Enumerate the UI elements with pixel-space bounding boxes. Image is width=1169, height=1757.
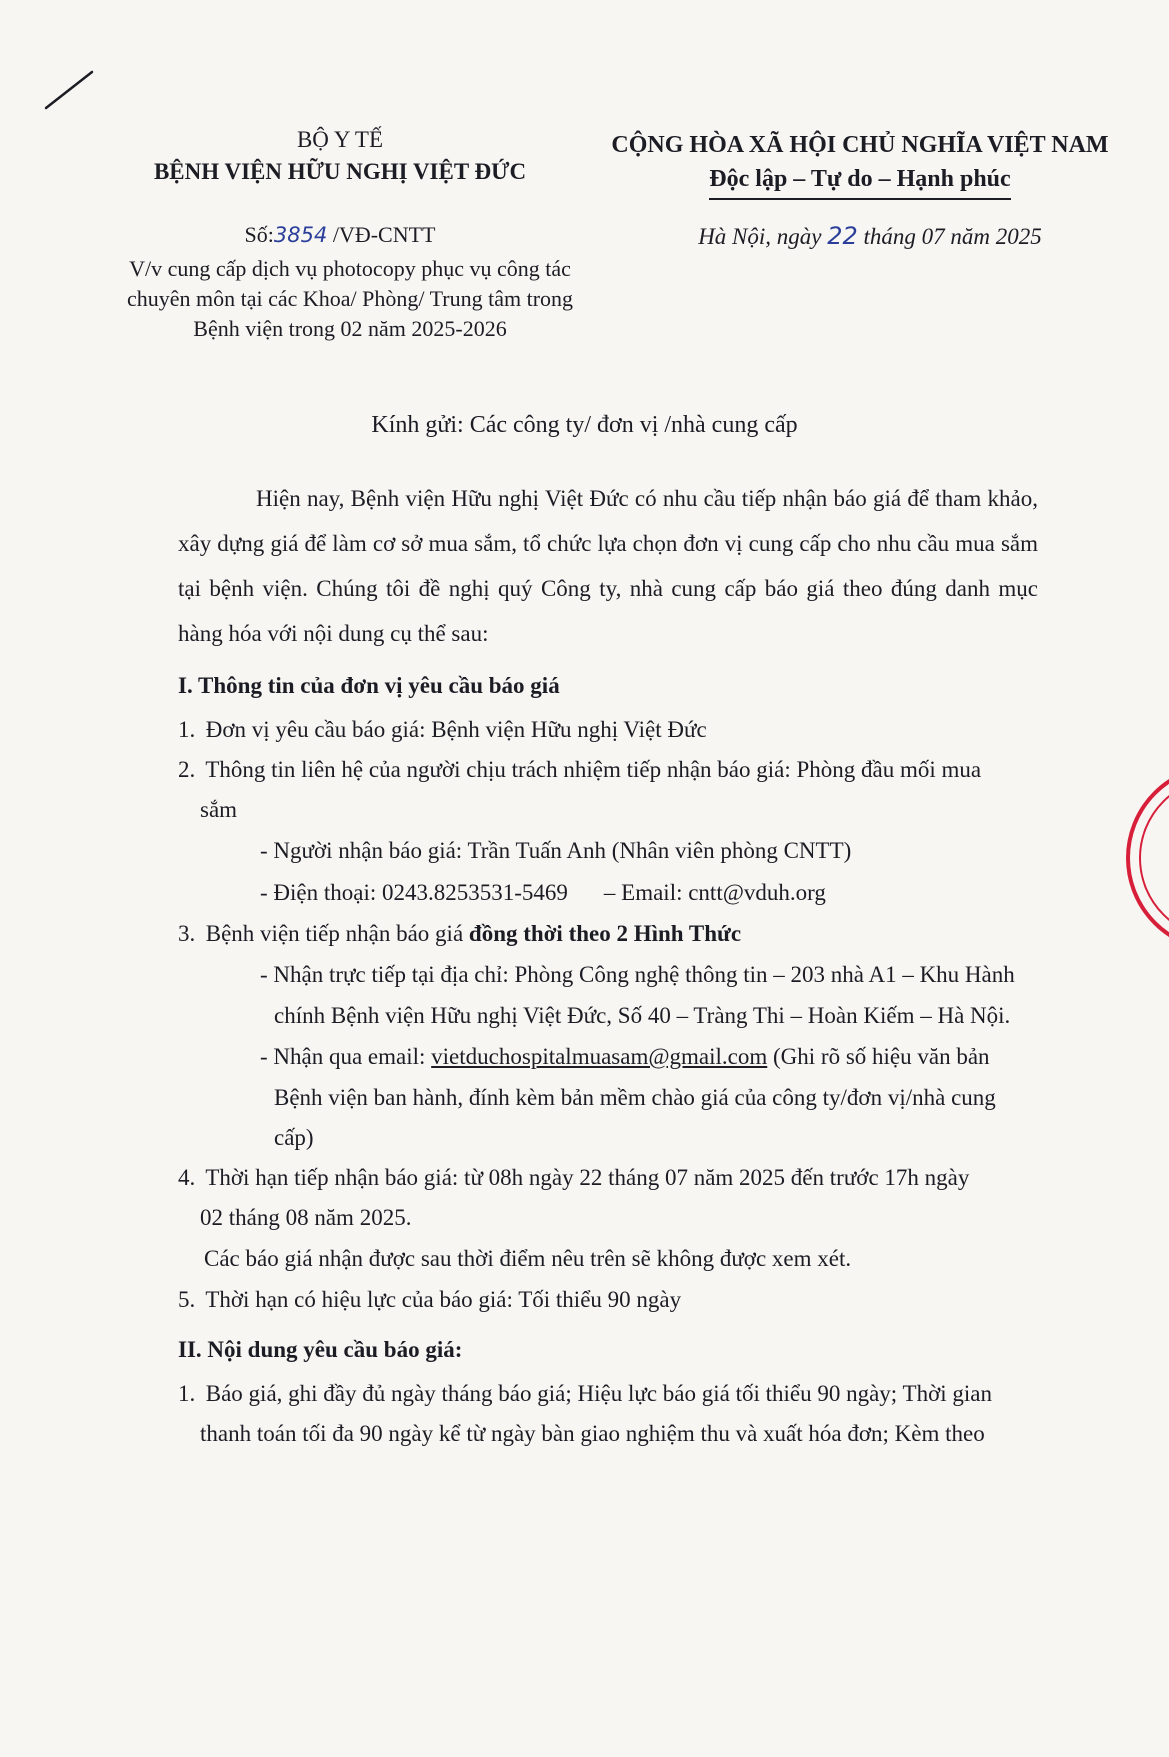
- item-text: Đơn vị yêu cầu báo giá: Bệnh viện Hữu nghị Việt Đức: [205, 717, 707, 742]
- receiver-line: - Người nhận báo giá: Trần Tuấn Anh (Nhân viên phòng CNTT): [260, 838, 852, 863]
- email-submission-line: [178, 1036, 1038, 1078]
- date-prefix: Hà Nội, ngày: [698, 224, 828, 249]
- item-text: Thời hạn có hiệu lực của báo giá: Tối thiểu 90 ngày: [205, 1287, 682, 1312]
- email-note-continuation: cấp): [274, 1125, 314, 1150]
- country-name: CỘNG HÒA XÃ HỘI CHỦ NGHĨA VIỆT NAM: [611, 132, 1109, 158]
- subject-line: Bệnh viện trong 02 năm 2025-2026: [193, 316, 507, 341]
- item-text: Bệnh viện tiếp nhận báo giá: [205, 921, 469, 946]
- item-number: 1.: [178, 1381, 196, 1406]
- list-item: [178, 1374, 1038, 1414]
- item-text-bold: đồng thời theo 2 Hình Thức: [468, 921, 742, 946]
- document-number: [130, 222, 550, 248]
- section-heading: II. Nội dung yêu cầu báo giá:: [178, 1337, 463, 1362]
- item-number: 5.: [178, 1287, 196, 1312]
- item-text: Thông tin liên hệ của người chịu trách nhiệm tiếp nhận báo giá: Phòng đầu mối mua: [205, 757, 982, 782]
- ministry-name: BỘ Y TẾ: [296, 127, 384, 152]
- national-heading: [600, 128, 1120, 200]
- item-continuation: thanh toán tối đa 90 ngày kể từ ngày bàn giao nghiệm thu và xuất hóa đơn; Kèm theo: [200, 1421, 985, 1446]
- doc-number-suffix: /VĐ-CNTT: [327, 222, 436, 247]
- list-item: [178, 710, 1038, 750]
- submission-email-link[interactable]: vietduchospitalmuasam@gmail.com: [431, 1044, 768, 1069]
- section-heading: I. Thông tin của đơn vị yêu cầu báo giá: [178, 673, 560, 698]
- item-continuation: 02 tháng 08 năm 2025.: [200, 1205, 412, 1230]
- addressee-line: Kính gửi: Các công ty/ đơn vị /nhà cung cấp: [371, 412, 798, 438]
- phone-text: - Điện thoại: 0243.8253531-5469: [260, 880, 568, 905]
- doc-number-handwritten: 3854: [273, 223, 328, 247]
- date-suffix: tháng 07 năm 2025: [857, 224, 1042, 249]
- contact-email[interactable]: – Email: cntt@vduh.org: [603, 880, 826, 905]
- subject-line: V/v cung cấp dịch vụ photocopy phục vụ công tác: [129, 256, 571, 281]
- red-seal-stamp: [1120, 758, 1169, 958]
- email-submission-note: (Ghi rõ số hiệu văn bản: [767, 1044, 990, 1069]
- item-number: 2.: [178, 757, 196, 782]
- intro-paragraph: Hiện nay, Bệnh viện Hữu nghị Việt Đức có nhu cầu tiếp nhận báo giá để tham khảo, xây dựng giá để làm cơ sở mua sắm, tổ chức lựa chọn đơn vị cung cấp cho nhu cầu mua sắm tại bệnh viện. Chúng tôi đề nghị quý Công ty, nhà cung cấp báo giá theo đúng danh mục hàng hóa với nội dung cụ thể sau:: [178, 486, 1038, 646]
- contact-line: [178, 872, 1038, 914]
- direct-address-line: - Nhận trực tiếp tại địa chỉ: Phòng Công nghệ thông tin – 203 nhà A1 – Khu Hành: [260, 962, 1015, 987]
- direct-address-continuation: chính Bệnh viện Hữu nghị Việt Đức, Số 40 – Tràng Thi – Hoàn Kiếm – Hà Nội.: [274, 1003, 1011, 1028]
- hospital-name: BỆNH VIỆN HỮU NGHỊ VIỆT ĐỨC: [153, 159, 527, 184]
- item-number: 3.: [178, 921, 196, 946]
- list-item: [178, 914, 1038, 954]
- pen-stroke-mark: [44, 68, 96, 112]
- list-item: [178, 1280, 1038, 1320]
- date-day-handwritten: 22: [827, 222, 858, 250]
- issue-date: [620, 222, 1120, 250]
- list-item: [178, 1158, 1038, 1198]
- email-submission-prefix: - Nhận qua email:: [260, 1044, 432, 1069]
- document-body: [178, 476, 1038, 1454]
- item-text: Thời hạn tiếp nhận báo giá: từ 08h ngày 22 tháng 07 năm 2025 đến trước 17h ngày: [205, 1165, 970, 1190]
- list-item: [178, 750, 1038, 790]
- item-number: 4.: [178, 1165, 196, 1190]
- doc-number-prefix: Số:: [244, 222, 274, 247]
- national-motto: Độc lập – Tự do – Hạnh phúc: [709, 162, 1010, 200]
- item-continuation: sắm: [200, 797, 238, 822]
- email-note-continuation: Bệnh viện ban hành, đính kèm bản mềm chào giá của công ty/đơn vị/nhà cung: [274, 1085, 996, 1110]
- deadline-note: Các báo giá nhận được sau thời điểm nêu trên sẽ không được xem xét.: [204, 1246, 852, 1271]
- item-number: 1.: [178, 717, 196, 742]
- issuer-block: [130, 124, 550, 188]
- item-text: Báo giá, ghi đầy đủ ngày tháng báo giá; Hiệu lực báo giá tối thiểu 90 ngày; Thời gian: [205, 1381, 992, 1406]
- subject-line: chuyên môn tại các Khoa/ Phòng/ Trung tâm trong: [126, 286, 574, 311]
- document-subject: [110, 254, 590, 344]
